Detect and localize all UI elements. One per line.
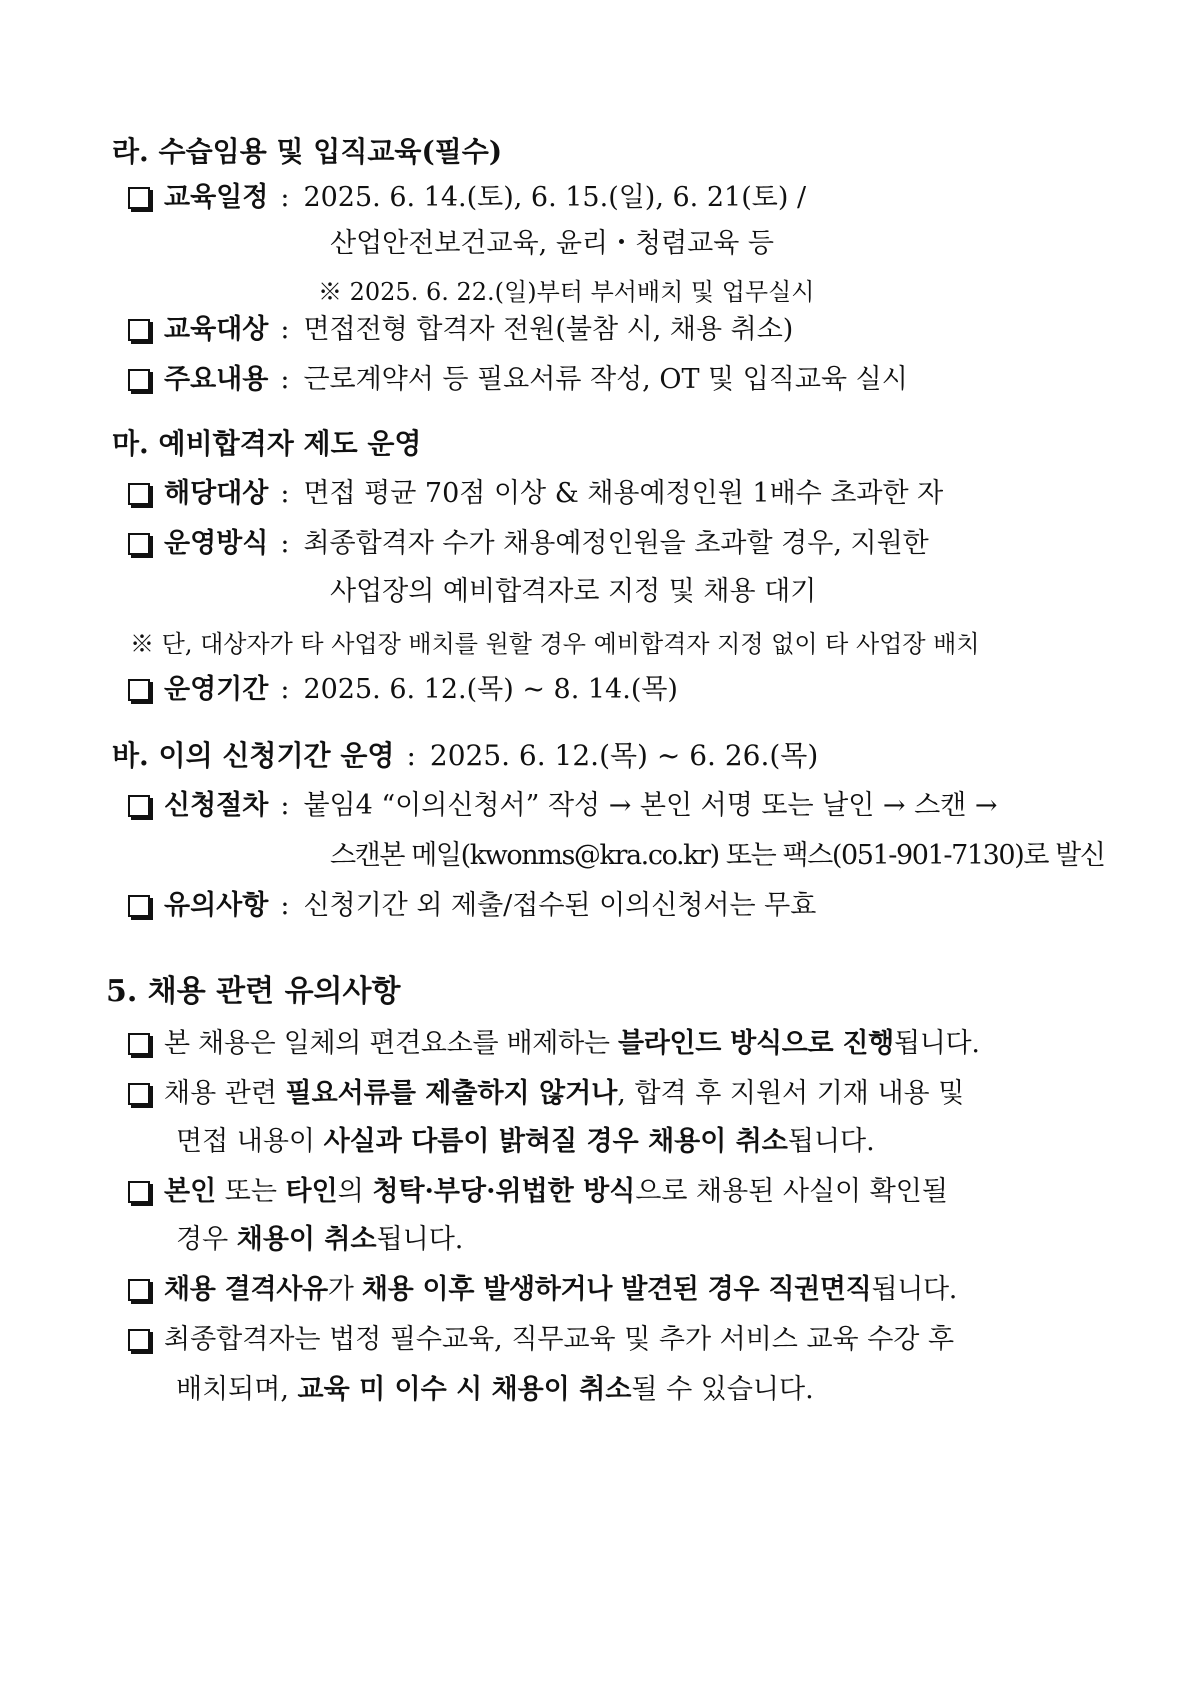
checkbox-icon — [128, 1083, 150, 1105]
notice-emphasis: 채용이 취소 — [236, 1224, 377, 1255]
checkbox-icon — [128, 679, 150, 701]
checkbox-icon — [128, 1279, 150, 1301]
notice-text: 됩니다. — [787, 1126, 875, 1157]
main-content-label: 주요내용 — [164, 364, 269, 395]
notice-text: 의 — [337, 1176, 373, 1207]
notice-text: 될 수 있습니다. — [631, 1374, 814, 1405]
notice-text: 본 채용은 일체의 편견요소를 배제하는 — [164, 1028, 618, 1059]
notice-text: 배치되며, — [176, 1374, 298, 1405]
schedule-label: 교육일정 — [164, 182, 269, 213]
main-content-row: 주요내용 : 근로계약서 등 필요서류 작성, OT 및 입직교육 실시 — [128, 362, 908, 398]
ma-method-value: 최종합격자 수가 채용예정인원을 초과할 경우, 지원한 — [303, 528, 929, 559]
ba-proc-label: 신청절차 — [164, 790, 269, 821]
ma-target-label: 해당대상 — [164, 478, 269, 509]
notice-text: 최종합격자는 법정 필수교육, 직무교육 및 추가 서비스 교육 수강 후 — [164, 1324, 955, 1355]
ma-period-value: 2025. 6. 12.(목) ~ 8. 14.(목) — [303, 674, 678, 705]
notice-text: 으로 채용된 사실이 확인될 — [635, 1176, 948, 1207]
notice-emphasis: 본인 — [164, 1176, 217, 1207]
notice-emphasis: 타인 — [285, 1176, 338, 1207]
ba-caution-row: 유의사항 : 신청기간 외 제출/접수된 이의신청서는 무효 — [128, 888, 816, 924]
ma-period-row: 운영기간 : 2025. 6. 12.(목) ~ 8. 14.(목) — [128, 672, 678, 708]
checkbox-icon — [128, 795, 150, 817]
notice-emphasis: 채용 이후 발생하거나 발견된 경우 직권면직 — [361, 1274, 872, 1305]
schedule-note: ※ 2025. 6. 22.(일)부터 부서배치 및 업무실시 — [318, 278, 815, 306]
checkbox-icon — [128, 369, 150, 391]
checkbox-icon — [128, 483, 150, 505]
notice-text: 경우 — [176, 1224, 237, 1255]
notice-text: 가 — [327, 1274, 362, 1305]
edu-target-value: 면접전형 합격자 전원(불참 시, 채용 취소) — [303, 314, 794, 345]
ma-period-label: 운영기간 — [164, 674, 269, 705]
notice-item-5 — [128, 1322, 954, 1358]
schedule-row: 교육일정 : 2025. 6. 14.(토), 6. 15.(일), 6. 21(토) / — [128, 180, 806, 216]
ba-caution-value: 신청기간 외 제출/접수된 이의신청서는 무효 — [303, 890, 817, 921]
section-ba-row: 바. 이의 신청기간 운영 : 2025. 6. 12.(목) ~ 6. 26.(목) — [112, 739, 819, 772]
section-ra-title: 라. 수습임용 및 입직교육(필수) — [112, 135, 503, 168]
ba-caution-label: 유의사항 — [164, 890, 269, 921]
section-ba-period: 2025. 6. 12.(목) ~ 6. 26.(목) — [429, 739, 819, 772]
checkbox-icon — [128, 319, 150, 341]
notice-text: 또는 — [216, 1176, 286, 1207]
notice-item-2-cont — [176, 1124, 875, 1160]
ma-target-value: 면접 평균 70점 이상 & 채용예정인원 1배수 초과한 자 — [303, 478, 944, 509]
notice-item-2 — [128, 1076, 964, 1112]
edu-target-row: 교육대상 : 면접전형 합격자 전원(불참 시, 채용 취소) — [128, 312, 793, 348]
ba-proc-value: 붙임4 “이의신청서” 작성 → 본인 서명 또는 날인 → 스캔 → — [303, 790, 998, 821]
ba-proc-row: 신청절차 : 붙임4 “이의신청서” 작성 → 본인 서명 또는 날인 → 스캔 → — [128, 788, 997, 824]
notice-item-3-cont — [176, 1222, 463, 1258]
ma-method-row: 운영방식 : 최종합격자 수가 채용예정인원을 초과할 경우, 지원한 — [128, 526, 929, 562]
notice-item-1 — [128, 1026, 980, 1062]
schedule-cont: 산업안전보건교육, 윤리・청렴교육 등 — [330, 228, 774, 259]
ma-method-cont: 사업장의 예비합격자로 지정 및 채용 대기 — [330, 576, 817, 607]
ma-method-label: 운영방식 — [164, 528, 269, 559]
schedule-value: 2025. 6. 14.(토), 6. 15.(일), 6. 21(토) / — [303, 182, 807, 213]
ma-note: ※ 단, 대상자가 타 사업장 배치를 원할 경우 예비합격자 지정 없이 타 사업장 배치 — [130, 630, 980, 658]
notice-emphasis: 필요서류를 제출하지 않거나 — [285, 1078, 618, 1109]
checkbox-icon — [128, 1033, 150, 1055]
notice-emphasis: 청탁·부당·위법한 방식 — [372, 1176, 636, 1207]
notice-text: 채용 관련 — [164, 1078, 286, 1109]
section-5-title: 5. 채용 관련 유의사항 — [106, 974, 401, 1009]
notice-emphasis: 블라인드 방식으로 진행 — [617, 1028, 894, 1059]
notice-text: 됩니다. — [893, 1028, 980, 1059]
notice-emphasis: 사실과 다름이 밝혀질 경우 채용이 취소 — [323, 1126, 788, 1157]
ma-target-row: 해당대상 : 면접 평균 70점 이상 & 채용예정인원 1배수 초과한 자 — [128, 476, 943, 512]
main-content-value: 근로계약서 등 필요서류 작성, OT 및 입직교육 실시 — [303, 364, 908, 395]
section-ma-title: 마. 예비합격자 제도 운영 — [112, 427, 422, 460]
notice-item-5-cont — [176, 1372, 814, 1408]
notice-text: 됩니다. — [871, 1274, 958, 1305]
notice-emphasis: 채용 결격사유 — [164, 1274, 328, 1305]
checkbox-icon — [128, 1329, 150, 1351]
edu-target-label: 교육대상 — [164, 314, 269, 345]
ba-proc-cont: 스캔본 메일(kwonms@kra.co.kr) 또는 팩스(051-901-7130)로 발신 — [330, 840, 1105, 871]
notice-text: , 합격 후 지원서 기재 내용 및 — [617, 1078, 965, 1109]
notice-emphasis: 교육 미 이수 시 채용이 취소 — [297, 1374, 632, 1405]
notice-item-4 — [128, 1272, 957, 1308]
notice-text: 됩니다. — [376, 1224, 464, 1255]
checkbox-icon — [128, 533, 150, 555]
notice-item-3 — [128, 1174, 948, 1210]
checkbox-icon — [128, 187, 150, 209]
notice-text: 면접 내용이 — [176, 1126, 324, 1157]
checkbox-icon — [128, 1181, 150, 1203]
section-ba-title: 바. 이의 신청기간 운영 — [112, 739, 395, 772]
checkbox-icon — [128, 895, 150, 917]
